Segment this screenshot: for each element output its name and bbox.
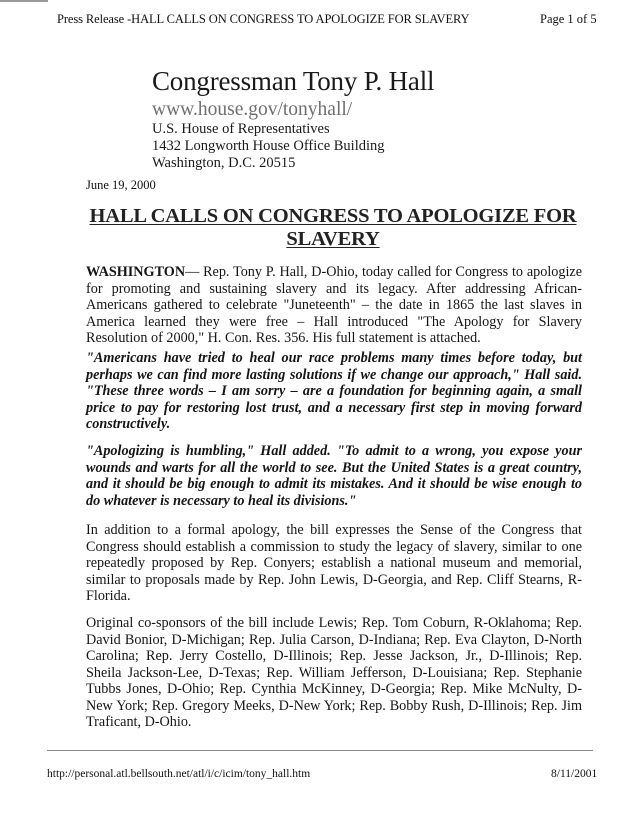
release-date: June 19, 2000: [86, 178, 156, 192]
print-header-page-number: Page 1 of 5: [540, 12, 597, 26]
footer-print-date: 8/11/2001: [551, 768, 598, 780]
intro-text: — Rep. Tony P. Hall, D-Ohio, today called for Congress to apologize for promoting and sustaining slavery and its legacy. After addressing African-Americans gathered to celebrate "Juneteenth" – the date in 1865 the last slaves in America learned they were free – Hall introduced "The Apology for Slavery Resolution of 2000," H. Con. Res. 356. His full statement is attached.: [86, 264, 582, 346]
address-line: Washington, D.C. 20515: [152, 155, 296, 171]
letterhead: [152, 66, 434, 172]
address-line: U.S. House of Representatives: [152, 121, 330, 137]
website-url: www.house.gov/tonyhall/: [152, 99, 353, 120]
headline: HALL CALLS ON CONGRESS TO APOLOGIZE FOR SLAVERY: [89, 205, 577, 250]
scan-artifact: [0, 0, 48, 2]
dateline: WASHINGTON: [86, 264, 186, 280]
address-line: 1432 Longworth House Office Building: [152, 138, 385, 154]
paragraph-cosponsors: Original co-sponsors of the bill include Lewis; Rep. Tom Coburn, R-Oklahoma; Rep. David Bonior, D-Michigan; Rep. Julia Carson, D-Indiana; Rep. Eva Clayton, D-North Carolina; Rep. Jerry Costello, D-Illinois; Rep. Jesse Jackson, Jr., D-Illinois; Rep. Sheila Jackson-Lee, D-Texas; Rep. William Jefferson, D-Louisiana; Rep. Stephanie Tubbs Jones, D-Ohio; Rep. Cynthia McKinney, D-Georgia; Rep. Mike McNulty, D-New York; Rep. Gregory Meeks, D-New York; Rep. Bobby Rush, D-Illinois; Rep. Jim Traficant, D-Ohio.: [86, 615, 582, 730]
congressman-name: Congressman Tony P. Hall: [152, 66, 435, 96]
footer-source-url: http://personal.atl.bellsouth.net/atl/i/c/icim/tony_hall.htm: [47, 768, 311, 780]
footer-divider: [47, 750, 593, 751]
paragraph-quote-2: "Apologizing is humbling," Hall added. "To admit to a wrong, you expose your wounds and warts for all the world to see. But the United States is a great country, and it should be big enough to admit its mistakes. And it should be wise enough to do whatever is necessary to heal its divisions.": [86, 443, 582, 509]
print-header-title: Press Release -HALL CALLS ON CONGRESS TO APOLOGIZE FOR SLAVERY: [57, 12, 470, 26]
paragraph-quote-1: "Americans have tried to heal our race problems many times before today, but perhaps we can find more lasting solutions if we change our approach," Hall said. "These three words – I am sorry – are a foundation for beginning again, a small price to pay for restoring lost trust, and a necessary first step in moving forward constructively.: [86, 350, 582, 432]
paragraph-intro: [86, 264, 582, 347]
paragraph-bill-details: In addition to a formal apology, the bill expresses the Sense of the Congress that Congress should establish a commission to study the legacy of slavery, similar to one repeatedly proposed by Rep. Conyers; establish a national museum and memorial, similar to proposals made by Rep. John Lewis, D-Georgia, and Rep. Cliff Stearns, R-Florida.: [86, 522, 582, 604]
